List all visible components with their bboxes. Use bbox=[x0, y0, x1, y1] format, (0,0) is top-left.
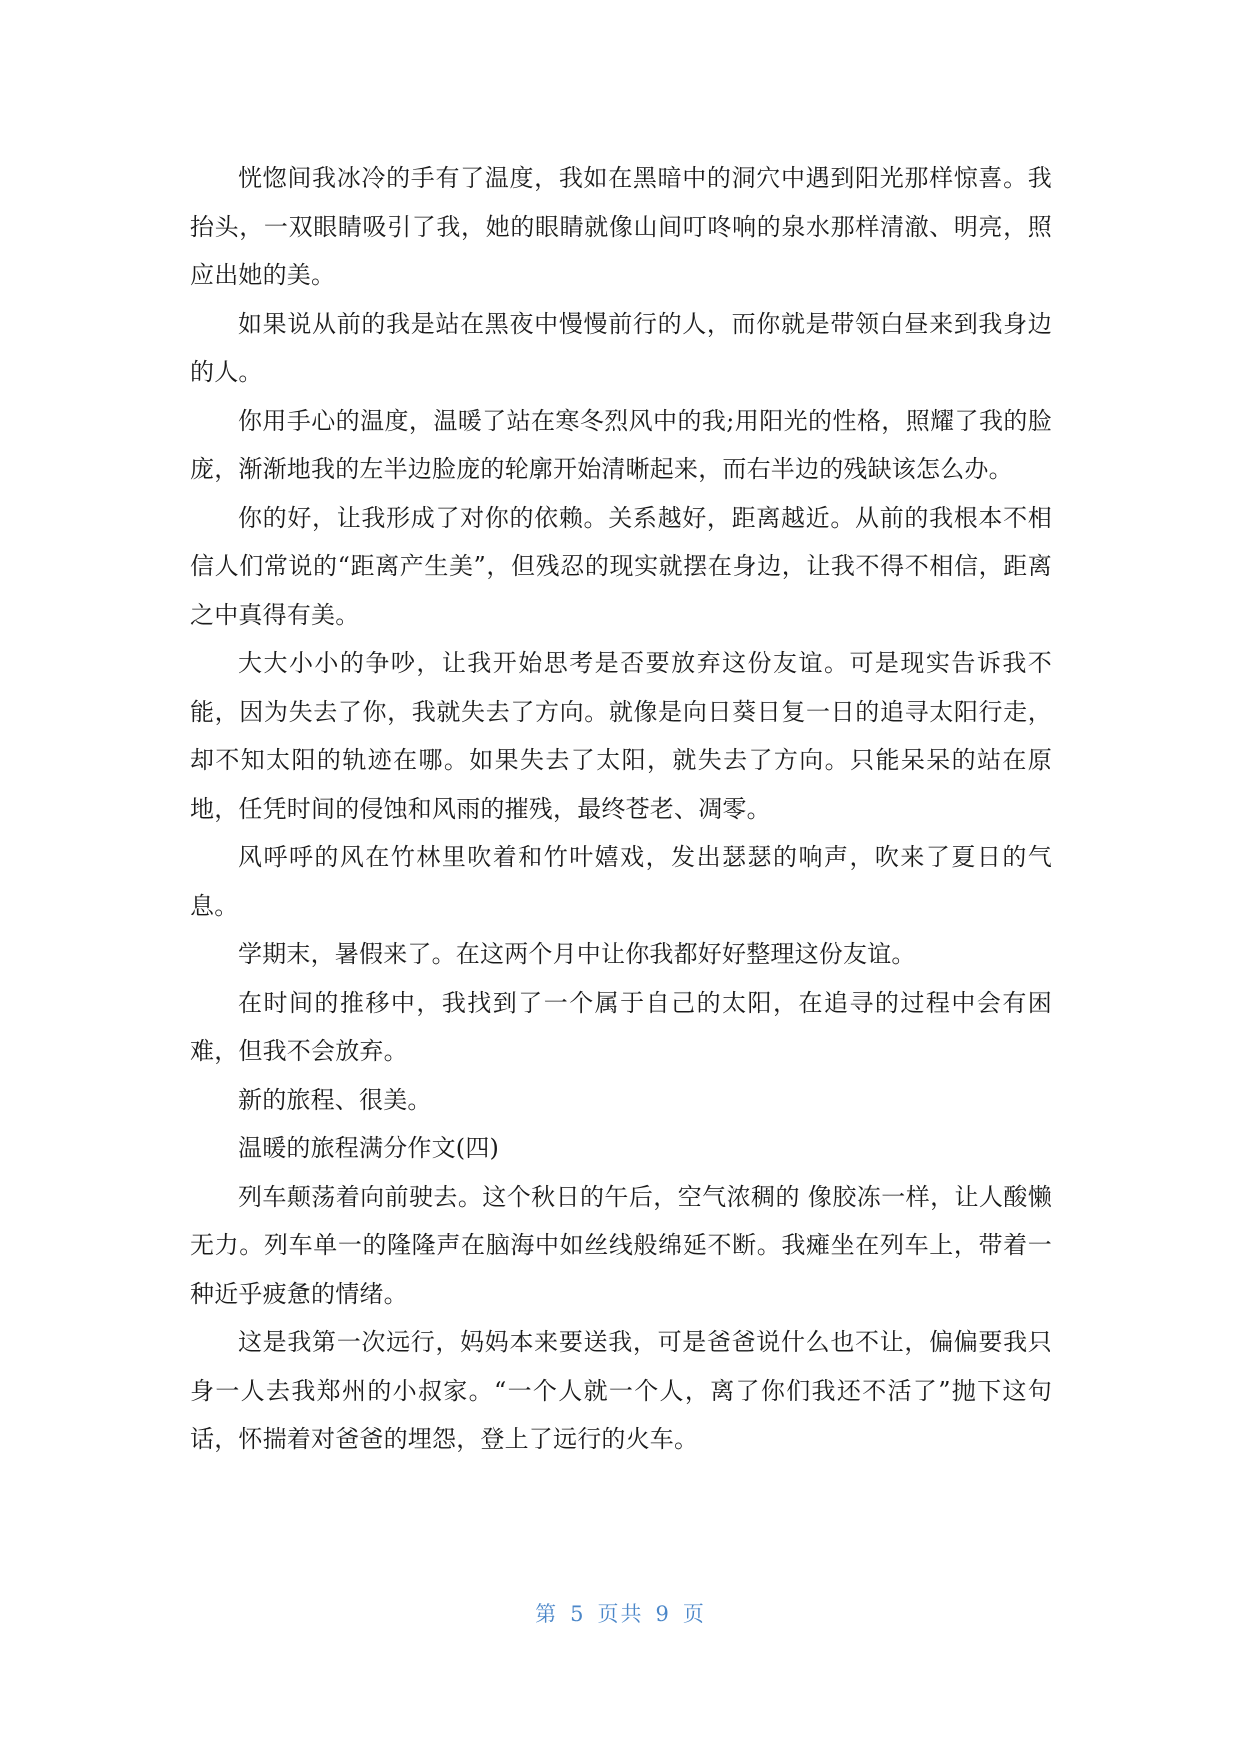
total-pages-number: 9 bbox=[655, 1602, 671, 1626]
paragraph: 列车颠荡着向前驶去。这个秋日的午后，空气浓稠的 像胶冻一样，让人酸懒无力。列车单一的隆隆声在脑海中如丝线般绵延不断。我瘫坐在列车上，带着一种近乎疲惫的情绪。 bbox=[190, 1182, 1052, 1308]
page-footer bbox=[0, 1598, 1241, 1628]
paragraph: 这是我第一次远行，妈妈本来要送我，可是爸爸说什么也不让，偏偏要我只身一人去我郑州的小叔家。“一个人就一个人，离了你们我还不活了”抛下这句话，怀揣着对爸爸的埋怨，登上了远行的火车。 bbox=[190, 1328, 1052, 1453]
paragraph: 你的好，让我形成了对你的依赖。关系越好，距离越近。从前的我根本不相信人们常说的“距离产生美”，但残忍的现实就摆在身边，让我不得不相信，距离之中真得有美。 bbox=[190, 503, 1052, 629]
paragraph: 风呼呼的风在竹林里吹着和竹叶嬉戏，发出瑟瑟的响声，吹来了夏日的气息。 bbox=[190, 843, 1052, 920]
page-label-mid: 页共 bbox=[597, 1602, 644, 1626]
paragraph: 新的旅程、很美。 bbox=[238, 1085, 432, 1114]
paragraph: 大大小小的争吵，让我开始思考是否要放弃这份友谊。可是现实告诉我不能，因为失去了你，我就失去了方向。就像是向日葵日复一日的追寻太阳行走，却不知太阳的轨迹在哪。如果失去了太阳，就失去了方向。只能呆呆的站在原地，任凭时间的侵蚀和风雨的摧残，最终苍老、凋零。 bbox=[190, 649, 1052, 823]
paragraph: 学期末，暑假来了。在这两个月中让你我都好好整理这份友谊。 bbox=[238, 940, 916, 968]
paragraph: 在时间的推移中，我找到了一个属于自己的太阳，在追寻的过程中会有困难，但我不会放弃。 bbox=[190, 988, 1052, 1065]
page-label-suffix: 页 bbox=[682, 1602, 706, 1626]
document-body bbox=[190, 154, 1052, 1464]
paragraph: 你用手心的温度，温暖了站在寒冬烈风中的我;用阳光的性格，照耀了我的脸庞，渐渐地我的左半边脸庞的轮廓开始清晰起来，而右半边的残缺该怎么办。 bbox=[190, 406, 1052, 483]
current-page-number: 5 bbox=[570, 1602, 586, 1626]
page-label-prefix: 第 bbox=[535, 1602, 559, 1626]
section-heading: 温暖的旅程满分作文(四) bbox=[238, 1134, 500, 1162]
paragraph: 如果说从前的我是站在黑夜中慢慢前行的人，而你就是带领白昼来到我身边的人。 bbox=[190, 309, 1052, 386]
paragraph: 恍惚间我冰冷的手有了温度，我如在黑暗中的洞穴中遇到阳光那样惊喜。我抬头，一双眼睛吸引了我，她的眼睛就像山间叮咚响的泉水那样清澈、明亮，照应出她的美。 bbox=[190, 164, 1052, 289]
